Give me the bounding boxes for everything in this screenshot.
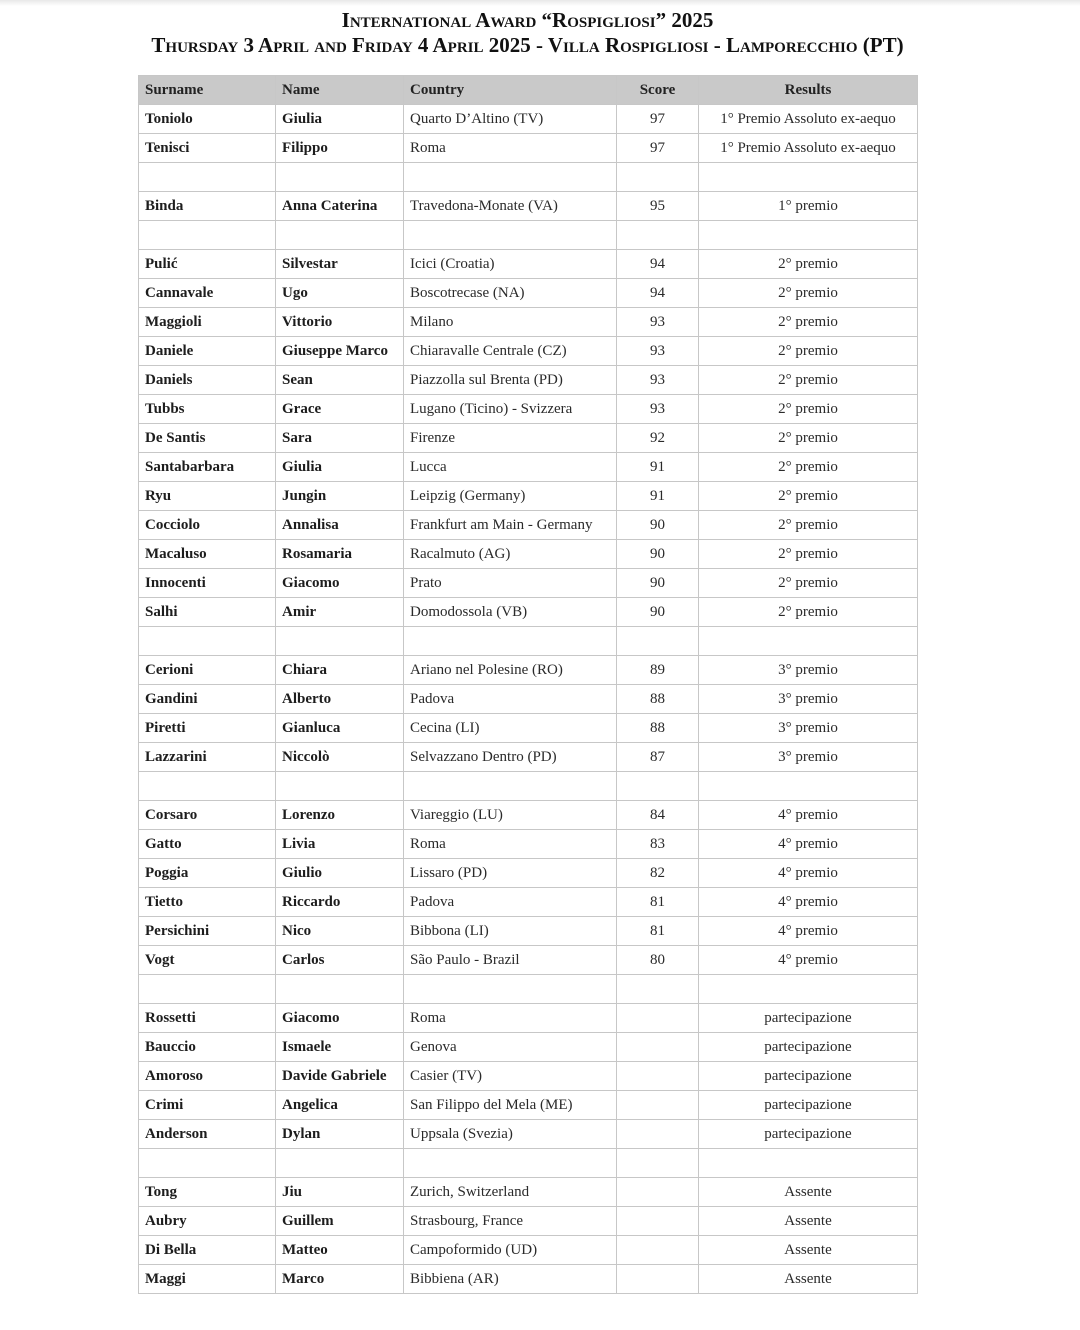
score-cell xyxy=(617,1236,699,1265)
name-cell: Sara xyxy=(276,424,404,453)
result-cell xyxy=(699,1149,918,1178)
surname-cell: Di Bella xyxy=(139,1236,276,1265)
name-cell xyxy=(276,627,404,656)
country-cell: Padova xyxy=(404,685,617,714)
top-edge-shadow xyxy=(0,0,1080,6)
country-cell: Lugano (Ticino) - Svizzera xyxy=(404,395,617,424)
surname-cell: Cerioni xyxy=(139,656,276,685)
surname-cell: Pulić xyxy=(139,250,276,279)
table-spacer-row xyxy=(139,221,918,250)
result-cell: Assente xyxy=(699,1207,918,1236)
result-cell: partecipazione xyxy=(699,1033,918,1062)
result-cell: partecipazione xyxy=(699,1120,918,1149)
result-cell: Assente xyxy=(699,1178,918,1207)
surname-cell: Tenisci xyxy=(139,134,276,163)
name-cell: Rosamaria xyxy=(276,540,404,569)
surname-cell xyxy=(139,772,276,801)
name-cell: Amir xyxy=(276,598,404,627)
surname-cell: Innocenti xyxy=(139,569,276,598)
table-row xyxy=(139,1178,918,1207)
score-cell: 89 xyxy=(617,656,699,685)
country-cell: Icici (Croatia) xyxy=(404,250,617,279)
result-cell: Assente xyxy=(699,1236,918,1265)
result-cell: partecipazione xyxy=(699,1091,918,1120)
name-cell: Giulia xyxy=(276,105,404,134)
table-row xyxy=(139,1062,918,1091)
surname-cell: Bauccio xyxy=(139,1033,276,1062)
surname-cell: Cocciolo xyxy=(139,511,276,540)
table-row xyxy=(139,859,918,888)
country-cell: Chiaravalle Centrale (CZ) xyxy=(404,337,617,366)
surname-cell: Rossetti xyxy=(139,1004,276,1033)
name-cell xyxy=(276,975,404,1004)
name-cell: Gianluca xyxy=(276,714,404,743)
table-row xyxy=(139,569,918,598)
score-cell: 97 xyxy=(617,105,699,134)
country-cell: Travedona-Monate (VA) xyxy=(404,192,617,221)
score-cell xyxy=(617,1004,699,1033)
name-cell: Giulia xyxy=(276,453,404,482)
surname-cell: Tubbs xyxy=(139,395,276,424)
name-cell: Carlos xyxy=(276,946,404,975)
score-cell: 84 xyxy=(617,801,699,830)
surname-cell: Tietto xyxy=(139,888,276,917)
surname-cell: Ryu xyxy=(139,482,276,511)
result-cell: 2° premio xyxy=(699,366,918,395)
score-cell: 94 xyxy=(617,279,699,308)
table-row xyxy=(139,801,918,830)
name-cell: Giacomo xyxy=(276,569,404,598)
result-cell: 2° premio xyxy=(699,337,918,366)
score-cell xyxy=(617,1207,699,1236)
score-cell: 93 xyxy=(617,366,699,395)
country-cell: Roma xyxy=(404,134,617,163)
table-spacer-row xyxy=(139,627,918,656)
name-cell: Giacomo xyxy=(276,1004,404,1033)
country-cell: Lucca xyxy=(404,453,617,482)
surname-cell xyxy=(139,1149,276,1178)
name-cell xyxy=(276,221,404,250)
surname-cell: Tong xyxy=(139,1178,276,1207)
surname-cell: Persichini xyxy=(139,917,276,946)
score-cell: 81 xyxy=(617,888,699,917)
score-cell: 88 xyxy=(617,714,699,743)
table-row xyxy=(139,395,918,424)
table-row xyxy=(139,714,918,743)
name-cell: Livia xyxy=(276,830,404,859)
surname-cell: Piretti xyxy=(139,714,276,743)
result-cell: 2° premio xyxy=(699,511,918,540)
score-cell: 90 xyxy=(617,511,699,540)
table-row xyxy=(139,1033,918,1062)
country-cell: Bibbona (LI) xyxy=(404,917,617,946)
result-cell: 3° premio xyxy=(699,656,918,685)
table-row xyxy=(139,743,918,772)
country-cell: Zurich, Switzerland xyxy=(404,1178,617,1207)
country-cell: Bibbiena (AR) xyxy=(404,1265,617,1294)
table-spacer-row xyxy=(139,1149,918,1178)
result-cell: 2° premio xyxy=(699,424,918,453)
table-row xyxy=(139,540,918,569)
result-cell xyxy=(699,163,918,192)
score-cell: 81 xyxy=(617,917,699,946)
table-row xyxy=(139,598,918,627)
result-cell xyxy=(699,627,918,656)
result-cell: 4° premio xyxy=(699,917,918,946)
score-cell: 94 xyxy=(617,250,699,279)
surname-cell: Poggia xyxy=(139,859,276,888)
score-cell: 95 xyxy=(617,192,699,221)
score-cell xyxy=(617,1091,699,1120)
country-cell xyxy=(404,627,617,656)
surname-cell: Gandini xyxy=(139,685,276,714)
country-cell: São Paulo - Brazil xyxy=(404,946,617,975)
score-cell: 82 xyxy=(617,859,699,888)
score-cell xyxy=(617,627,699,656)
result-cell: 2° premio xyxy=(699,453,918,482)
name-cell xyxy=(276,1149,404,1178)
score-cell xyxy=(617,1149,699,1178)
result-cell: 4° premio xyxy=(699,830,918,859)
name-cell: Angelica xyxy=(276,1091,404,1120)
name-cell: Marco xyxy=(276,1265,404,1294)
score-cell: 93 xyxy=(617,337,699,366)
surname-cell: De Santis xyxy=(139,424,276,453)
column-header-surname: Surname xyxy=(139,76,276,105)
surname-cell: Gatto xyxy=(139,830,276,859)
result-cell: 2° premio xyxy=(699,308,918,337)
surname-cell: Vogt xyxy=(139,946,276,975)
name-cell: Ismaele xyxy=(276,1033,404,1062)
country-cell: Prato xyxy=(404,569,617,598)
name-cell: Jungin xyxy=(276,482,404,511)
column-header-name: Name xyxy=(276,76,404,105)
surname-cell: Anderson xyxy=(139,1120,276,1149)
score-cell: 83 xyxy=(617,830,699,859)
score-cell: 90 xyxy=(617,540,699,569)
country-cell xyxy=(404,1149,617,1178)
table-spacer-row xyxy=(139,975,918,1004)
table-row xyxy=(139,337,918,366)
result-cell: 2° premio xyxy=(699,569,918,598)
score-cell: 88 xyxy=(617,685,699,714)
country-cell: Domodossola (VB) xyxy=(404,598,617,627)
score-cell xyxy=(617,975,699,1004)
column-header-score: Score xyxy=(617,76,699,105)
name-cell: Giulio xyxy=(276,859,404,888)
country-cell: Piazzolla sul Brenta (PD) xyxy=(404,366,617,395)
score-cell: 90 xyxy=(617,598,699,627)
name-cell: Ugo xyxy=(276,279,404,308)
country-cell: Selvazzano Dentro (PD) xyxy=(404,743,617,772)
country-cell: Firenze xyxy=(404,424,617,453)
score-cell xyxy=(617,163,699,192)
table-row xyxy=(139,482,918,511)
results-table xyxy=(138,75,918,1294)
country-cell: Genova xyxy=(404,1033,617,1062)
table-header-row xyxy=(139,76,918,105)
result-cell xyxy=(699,221,918,250)
name-cell: Dylan xyxy=(276,1120,404,1149)
surname-cell: Santabarbara xyxy=(139,453,276,482)
country-cell: Roma xyxy=(404,1004,617,1033)
name-cell: Matteo xyxy=(276,1236,404,1265)
name-cell: Alberto xyxy=(276,685,404,714)
table-row xyxy=(139,1120,918,1149)
country-cell: Ariano nel Polesine (RO) xyxy=(404,656,617,685)
country-cell xyxy=(404,772,617,801)
country-cell: Roma xyxy=(404,830,617,859)
name-cell: Giuseppe Marco xyxy=(276,337,404,366)
country-cell xyxy=(404,221,617,250)
country-cell: Uppsala (Svezia) xyxy=(404,1120,617,1149)
table-row xyxy=(139,917,918,946)
surname-cell: Aubry xyxy=(139,1207,276,1236)
score-cell: 91 xyxy=(617,453,699,482)
name-cell: Sean xyxy=(276,366,404,395)
surname-cell: Lazzarini xyxy=(139,743,276,772)
result-cell: 1° Premio Assoluto ex-aequo xyxy=(699,134,918,163)
name-cell: Davide Gabriele xyxy=(276,1062,404,1091)
result-cell: 3° premio xyxy=(699,714,918,743)
table-spacer-row xyxy=(139,163,918,192)
name-cell: Anna Caterina xyxy=(276,192,404,221)
country-cell: Campoformido (UD) xyxy=(404,1236,617,1265)
name-cell: Riccardo xyxy=(276,888,404,917)
country-cell: San Filippo del Mela (ME) xyxy=(404,1091,617,1120)
name-cell: Chiara xyxy=(276,656,404,685)
name-cell: Annalisa xyxy=(276,511,404,540)
surname-cell: Salhi xyxy=(139,598,276,627)
name-cell: Grace xyxy=(276,395,404,424)
surname-cell: Amoroso xyxy=(139,1062,276,1091)
score-cell: 80 xyxy=(617,946,699,975)
score-cell: 92 xyxy=(617,424,699,453)
country-cell: Milano xyxy=(404,308,617,337)
name-cell: Lorenzo xyxy=(276,801,404,830)
country-cell xyxy=(404,975,617,1004)
table-row xyxy=(139,366,918,395)
result-cell: partecipazione xyxy=(699,1062,918,1091)
score-cell xyxy=(617,1062,699,1091)
score-cell: 97 xyxy=(617,134,699,163)
table-row xyxy=(139,192,918,221)
surname-cell: Maggioli xyxy=(139,308,276,337)
result-cell: partecipazione xyxy=(699,1004,918,1033)
table-spacer-row xyxy=(139,772,918,801)
table-row xyxy=(139,1265,918,1294)
result-cell: 2° premio xyxy=(699,250,918,279)
result-cell: 3° premio xyxy=(699,743,918,772)
table-body xyxy=(139,105,918,1294)
result-cell: Assente xyxy=(699,1265,918,1294)
country-cell: Lissaro (PD) xyxy=(404,859,617,888)
table-row xyxy=(139,134,918,163)
result-cell xyxy=(699,975,918,1004)
surname-cell: Maggi xyxy=(139,1265,276,1294)
table-row xyxy=(139,250,918,279)
score-cell xyxy=(617,221,699,250)
table-row xyxy=(139,511,918,540)
table-row xyxy=(139,946,918,975)
country-cell: Casier (TV) xyxy=(404,1062,617,1091)
column-header-country: Country xyxy=(404,76,617,105)
surname-cell: Cannavale xyxy=(139,279,276,308)
table-row xyxy=(139,1236,918,1265)
score-cell xyxy=(617,772,699,801)
score-cell xyxy=(617,1033,699,1062)
name-cell: Nico xyxy=(276,917,404,946)
score-cell: 90 xyxy=(617,569,699,598)
country-cell: Frankfurt am Main - Germany xyxy=(404,511,617,540)
result-cell: 2° premio xyxy=(699,540,918,569)
name-cell xyxy=(276,772,404,801)
name-cell: Vittorio xyxy=(276,308,404,337)
score-cell xyxy=(617,1120,699,1149)
result-cell xyxy=(699,772,918,801)
surname-cell: Crimi xyxy=(139,1091,276,1120)
surname-cell xyxy=(139,627,276,656)
country-cell: Padova xyxy=(404,888,617,917)
table-row xyxy=(139,830,918,859)
result-cell: 4° premio xyxy=(699,801,918,830)
name-cell xyxy=(276,163,404,192)
result-cell: 2° premio xyxy=(699,279,918,308)
surname-cell: Corsaro xyxy=(139,801,276,830)
document-subtitle: Thursday 3 April and Friday 4 April 2025 - Villa Rospigliosi - Lamporecchio (PT) xyxy=(151,33,904,57)
surname-cell: Macaluso xyxy=(139,540,276,569)
result-cell: 2° premio xyxy=(699,395,918,424)
table-row xyxy=(139,453,918,482)
result-cell: 1° Premio Assoluto ex-aequo xyxy=(699,105,918,134)
country-cell: Quarto D’Altino (TV) xyxy=(404,105,617,134)
result-cell: 3° premio xyxy=(699,685,918,714)
country-cell xyxy=(404,163,617,192)
table-row xyxy=(139,685,918,714)
score-cell: 93 xyxy=(617,308,699,337)
table-row xyxy=(139,1207,918,1236)
country-cell: Viareggio (LU) xyxy=(404,801,617,830)
surname-cell: Daniele xyxy=(139,337,276,366)
document-header xyxy=(0,8,1055,58)
score-cell: 91 xyxy=(617,482,699,511)
name-cell: Filippo xyxy=(276,134,404,163)
score-cell xyxy=(617,1178,699,1207)
result-cell: 1° premio xyxy=(699,192,918,221)
result-cell: 4° premio xyxy=(699,859,918,888)
result-cell: 4° premio xyxy=(699,888,918,917)
surname-cell xyxy=(139,163,276,192)
score-cell xyxy=(617,1265,699,1294)
name-cell: Niccolò xyxy=(276,743,404,772)
surname-cell: Binda xyxy=(139,192,276,221)
table-row xyxy=(139,888,918,917)
surname-cell xyxy=(139,975,276,1004)
column-header-results: Results xyxy=(699,76,918,105)
table-row xyxy=(139,656,918,685)
result-cell: 4° premio xyxy=(699,946,918,975)
score-cell: 93 xyxy=(617,395,699,424)
score-cell: 87 xyxy=(617,743,699,772)
table-row xyxy=(139,105,918,134)
table-row xyxy=(139,279,918,308)
name-cell: Silvestar xyxy=(276,250,404,279)
surname-cell xyxy=(139,221,276,250)
result-cell: 2° premio xyxy=(699,482,918,511)
result-cell: 2° premio xyxy=(699,598,918,627)
country-cell: Cecina (LI) xyxy=(404,714,617,743)
surname-cell: Toniolo xyxy=(139,105,276,134)
table-row xyxy=(139,1091,918,1120)
surname-cell: Daniels xyxy=(139,366,276,395)
name-cell: Jiu xyxy=(276,1178,404,1207)
table-row xyxy=(139,308,918,337)
country-cell: Racalmuto (AG) xyxy=(404,540,617,569)
name-cell: Guillem xyxy=(276,1207,404,1236)
table-row xyxy=(139,1004,918,1033)
table-row xyxy=(139,424,918,453)
country-cell: Leipzig (Germany) xyxy=(404,482,617,511)
country-cell: Boscotrecase (NA) xyxy=(404,279,617,308)
country-cell: Strasbourg, France xyxy=(404,1207,617,1236)
document-title: International Award “Rospigliosi” 2025 xyxy=(341,8,714,32)
